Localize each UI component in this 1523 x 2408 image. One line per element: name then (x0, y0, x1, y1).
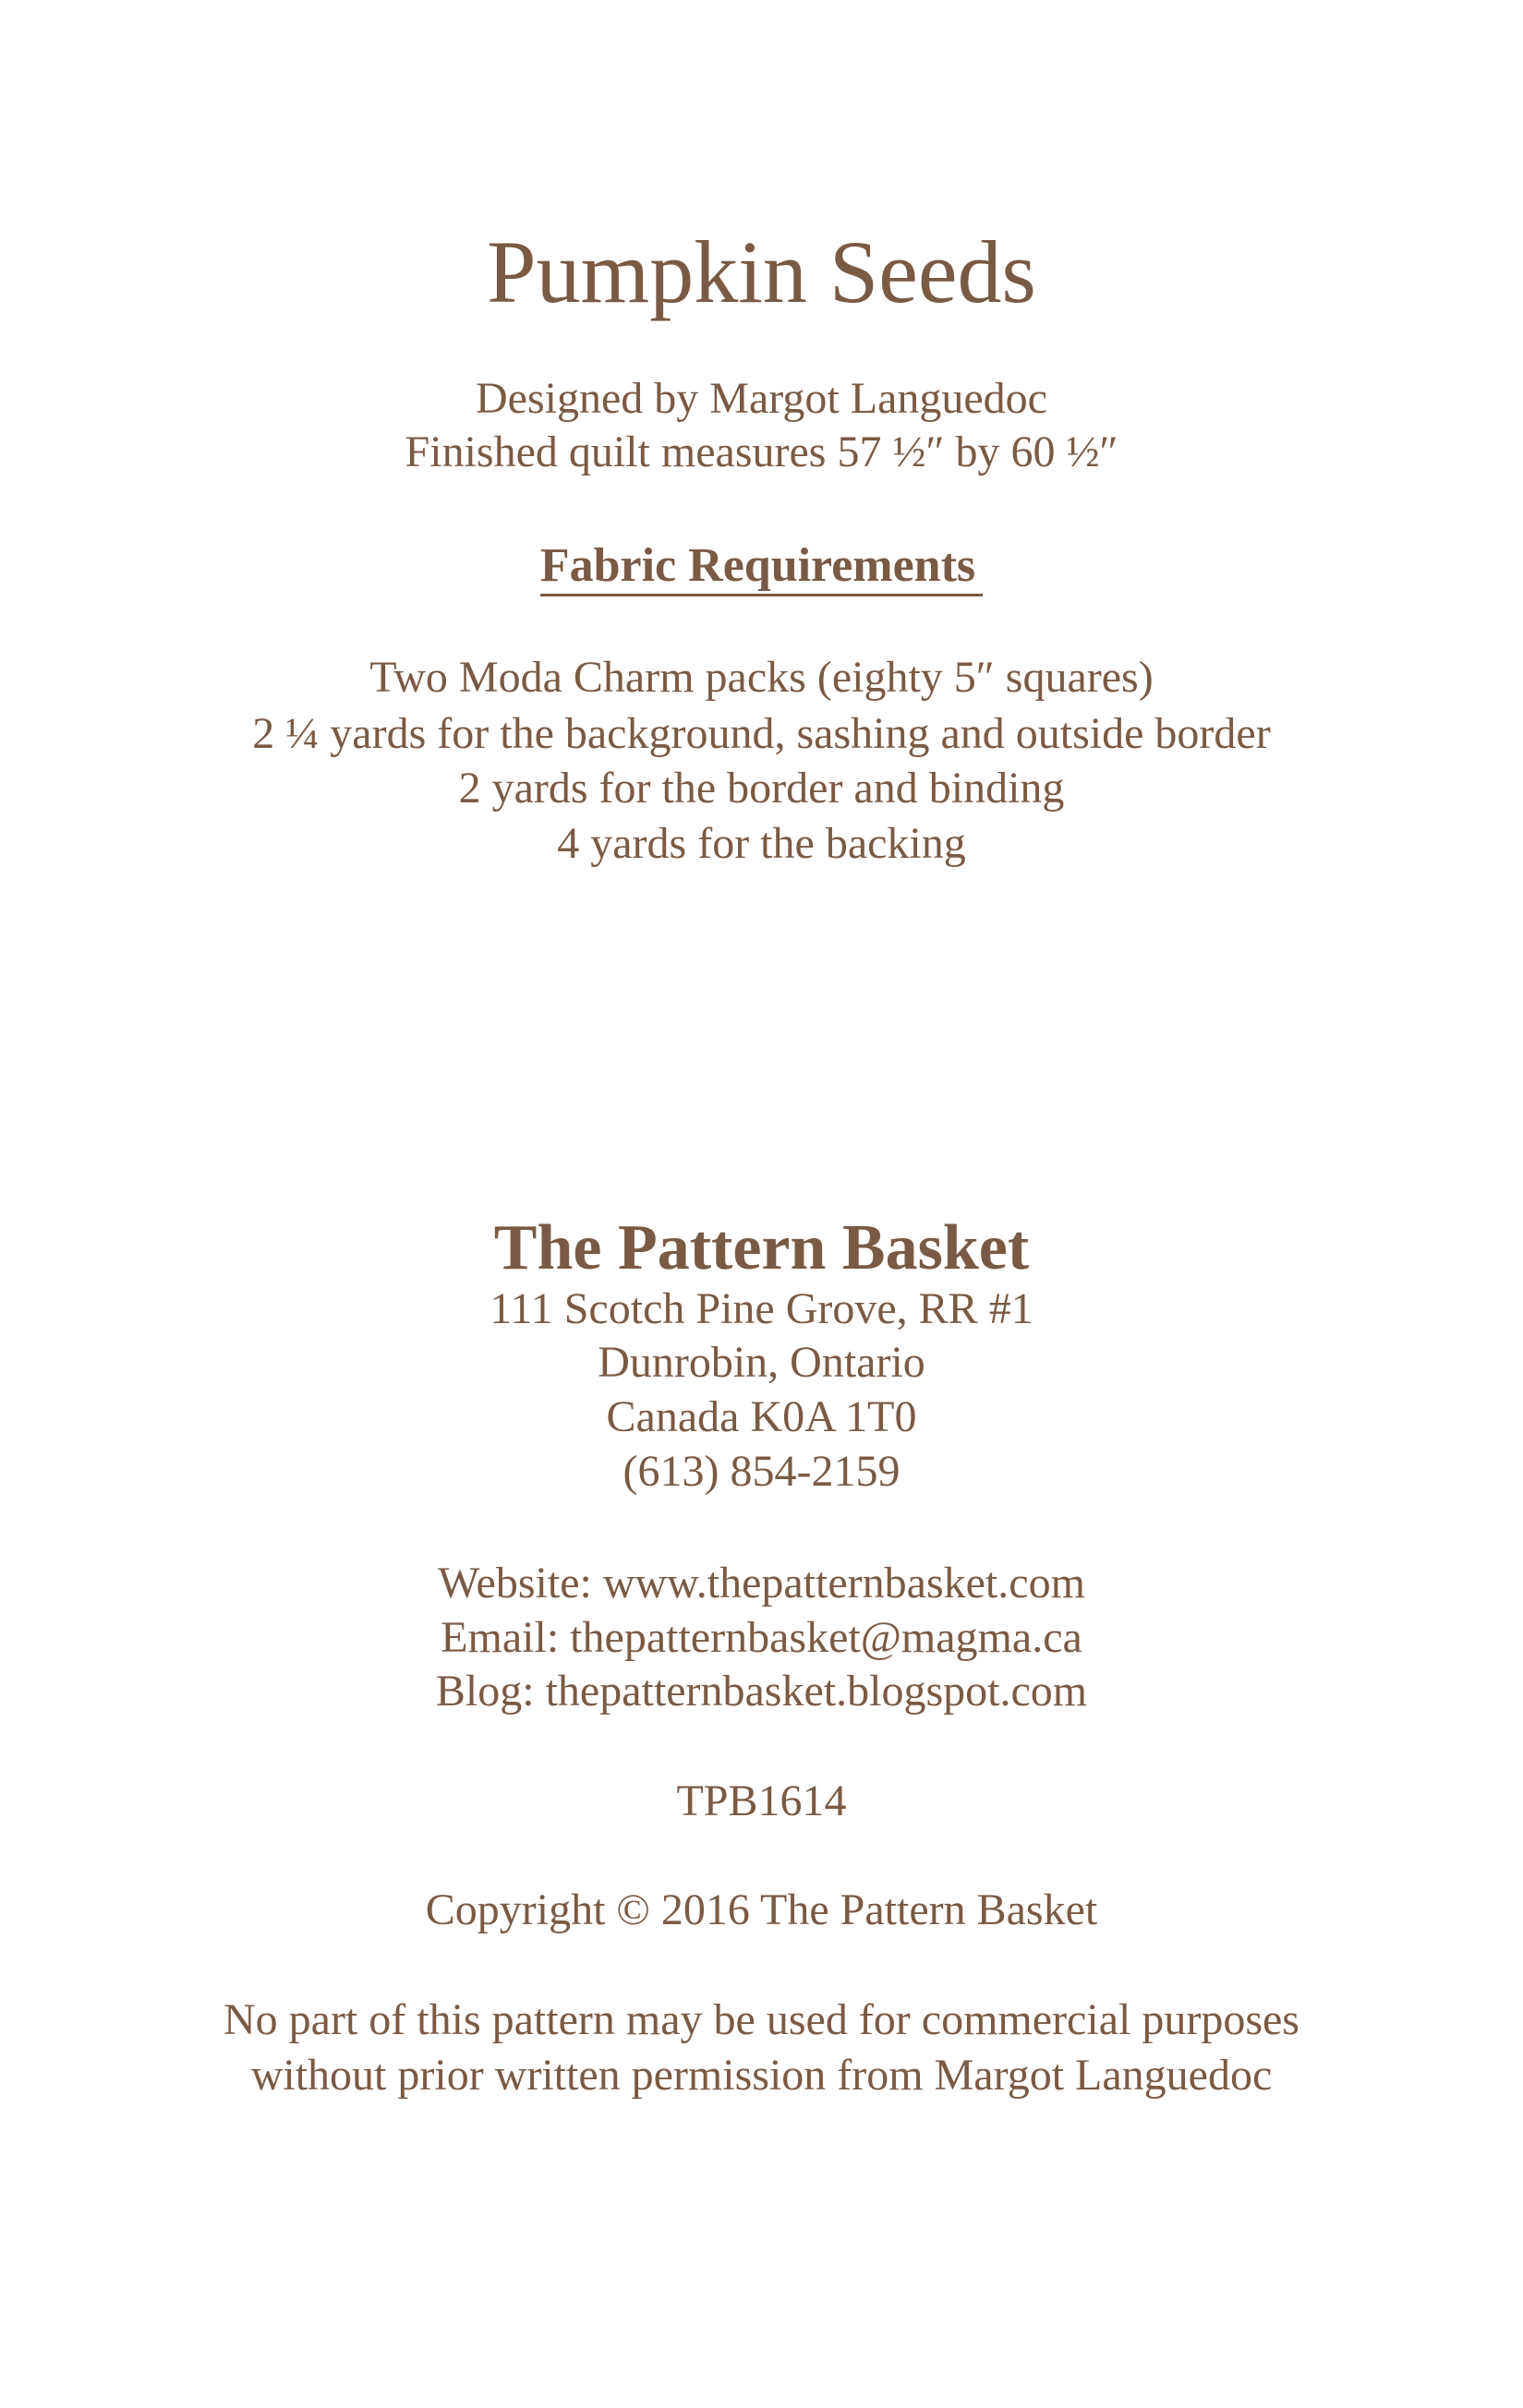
fabric-item: Two Moda Charm packs (eighty 5″ squares) (369, 653, 1154, 702)
fabric-item: 2 yards for the border and binding (458, 764, 1065, 813)
website-link[interactable]: Website: www.thepatternbasket.com (438, 1559, 1085, 1607)
address-line: Dunrobin, Ontario (598, 1338, 925, 1387)
phone-line: (613) 854-2159 (622, 1447, 901, 1496)
fabric-item: 4 yards for the backing (557, 819, 966, 868)
address-line: Canada K0A 1T0 (606, 1392, 917, 1441)
pattern-code: TPB1614 (676, 1776, 847, 1825)
email-link[interactable]: Email: thepatternbasket@magma.ca (441, 1613, 1082, 1662)
blog-link[interactable]: Blog: thepatternbasket.blogspot.com (435, 1667, 1088, 1716)
fabric-heading-text: Fabric Requirements (540, 539, 983, 596)
notice-line: No part of this pattern may be used for commercial purposes (224, 1995, 1299, 2044)
designer-line: Designed by Margot Languedoc (476, 374, 1047, 423)
fabric-requirements-heading (0, 538, 1523, 594)
copyright-line: Copyright © 2016 The Pattern Basket (425, 1885, 1098, 1934)
company-name: The Pattern Basket (493, 1212, 1030, 1283)
notice-line: without prior written permission from Margot Languedoc (250, 2051, 1273, 2100)
fabric-item: 2 ¼ yards for the background, sashing and outside border (252, 709, 1271, 758)
address-line: 111 Scotch Pine Grove, RR #1 (490, 1284, 1033, 1333)
finished-size-line: Finished quilt measures 57 ½″ by 60 ½″ (405, 427, 1118, 476)
page-title: Pumpkin Seeds (487, 223, 1036, 321)
